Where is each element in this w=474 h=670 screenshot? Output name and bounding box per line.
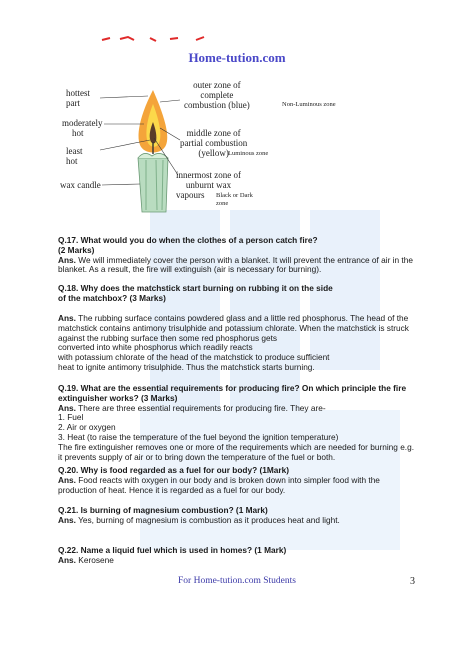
q17-answer	[58, 256, 418, 276]
label-black-zone-2: zone	[216, 200, 229, 207]
label-least-hot: hot	[66, 156, 78, 166]
candle-flame-diagram	[60, 80, 360, 215]
q17-question: Q.17. What would you do when the clothes of a person catch fire?	[58, 235, 318, 245]
label-hottest-part: part	[66, 98, 80, 108]
q17-ans-label: Ans.	[58, 254, 76, 265]
label-wax-candle: wax candle	[60, 180, 101, 190]
label-black-zone: Black or Dark	[216, 192, 253, 199]
q19-item-1: 1. Fuel	[58, 412, 84, 423]
q18-ans-text-1: The rubbing surface contains powdered glass and a little red phosphorus. The head of the matchstick contains antimony trisulphide and potassium chlorate. When the matchstick is struck against the rubbing surface then some red phosphorus gets	[58, 313, 409, 343]
header-red-mark	[100, 34, 220, 44]
label-moderately-hot: hot	[72, 128, 84, 138]
q19-question: Q.19. What are the essential requirements for producing fire? On which principle the fire extinguisher works? (3 Marks)	[58, 383, 407, 403]
q21-ans-text: Yes, burning of magnesium is combustion as it produces heat and light.	[78, 514, 340, 525]
q22-ans-label: Ans.	[58, 554, 76, 565]
label-moderately: moderately	[62, 118, 103, 128]
page-footer: For Home-tution.com Students	[178, 576, 296, 586]
label-least: least	[66, 146, 83, 156]
question-19	[58, 384, 418, 462]
question-21	[58, 506, 418, 526]
q19-ans-text: There are three essential requirements for producing fire. They are-	[78, 402, 326, 413]
q17-marks: (2 Marks)	[58, 244, 95, 255]
page-number: 3	[410, 576, 415, 587]
q18-ans-label: Ans.	[58, 313, 76, 323]
label-non-luminous: Non-Luminous zone	[282, 101, 336, 108]
label-inner-zone: innermost zone of	[176, 170, 241, 180]
label-outer-combustion: combustion (blue)	[184, 100, 250, 110]
label-middle-yellow: (yellow)	[198, 148, 229, 158]
q19-item-2: 2. Air or oxygen	[58, 422, 116, 433]
question-17	[58, 236, 418, 275]
q21-question: Q.21. Is burning of magnesium combustion? (1 Mark)	[58, 505, 268, 515]
question-18	[58, 284, 418, 304]
q18-question-line2: of the matchbox? (3 Marks)	[58, 292, 166, 303]
label-outer-complete: complete	[200, 90, 234, 100]
q19-item-3: 3. Heat (to raise the temperature of the fuel beyond the ignition temperature)	[58, 431, 339, 442]
site-title: Home-tution.com	[188, 50, 286, 65]
q20-ans-label: Ans.	[58, 474, 76, 485]
q20-ans-text: Food reacts with oxygen in our body and is broken down into simpler food with the production of heat. Hence it is regarded as a fuel for our body.	[58, 474, 380, 495]
question-22	[58, 546, 418, 566]
q17-ans-text: We will immediately cover the person with a blanket. It will prevent the entrance of air in the blanket. As a result, the fire will extinguish (air is necessary for burning).	[58, 254, 413, 275]
q18-ans-text-3: with potassium chlorate of the head of the matchstick to produce sufficient	[58, 352, 330, 363]
label-inner-unburnt: unburnt wax	[185, 180, 232, 190]
q19-ans-label: Ans.	[58, 402, 76, 413]
label-inner-vapours: vapours	[176, 190, 205, 200]
q20-question: Q.20. Why is food regarded as a fuel for our body? (1Mark)	[58, 465, 289, 475]
question-20	[58, 466, 418, 495]
q21-ans-label: Ans.	[58, 514, 76, 525]
q18-question-line1: Q.18. Why does the matchstick start burning on rubbing it on the side	[58, 283, 333, 293]
q22-question: Q.22. Name a liquid fuel which is used in homes? (1 Mark)	[58, 545, 287, 555]
label-middle-zone: middle zone of	[186, 128, 241, 138]
q18-ans-text-4: heat to ignite antimony trisulphide. Thus the matchstick starts burning.	[58, 361, 315, 372]
label-hottest: hottest	[66, 88, 90, 98]
q18-ans-text-2: converted into white phosphorus which readily reacts	[58, 342, 253, 353]
q19-tail: The fire extinguisher removes one or more of the requirements which are needed for burning e.g. it prevents supply of air or to bring down the temperature of the fuel or both.	[58, 441, 415, 462]
label-middle-partial: partial combustion	[180, 138, 248, 148]
label-outer-zone: outer zone of	[193, 80, 241, 90]
label-luminous: Luminous zone	[228, 150, 269, 157]
q22-ans-text: Kerosene	[78, 554, 114, 565]
q18-answer	[58, 314, 418, 373]
